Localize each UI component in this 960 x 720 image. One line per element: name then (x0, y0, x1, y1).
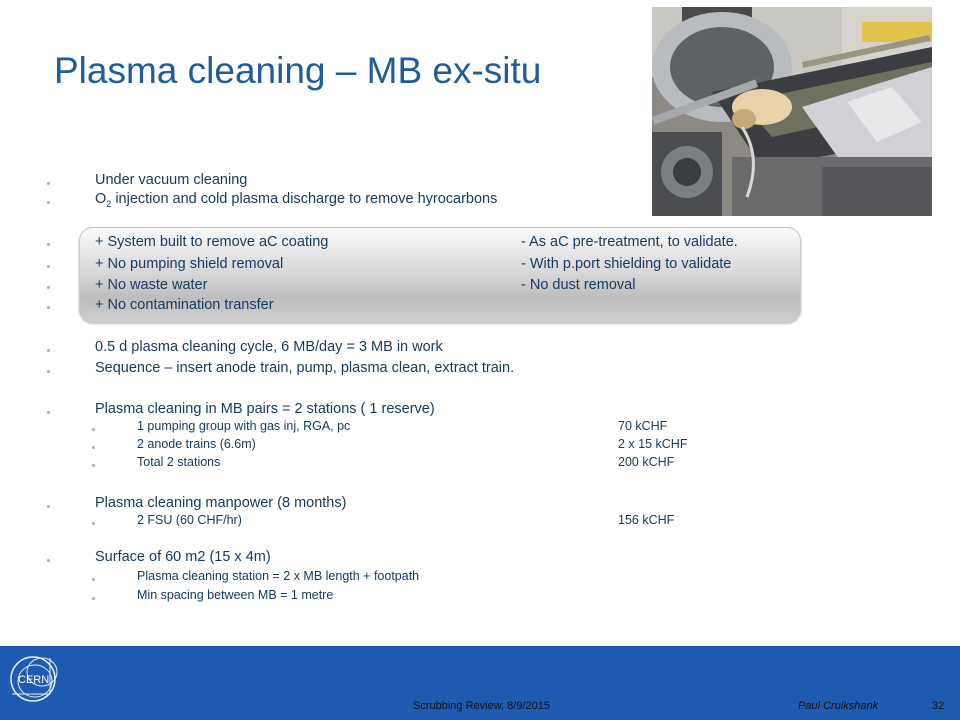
bullet-dot (47, 505, 50, 508)
box-row-left: + System built to remove aC coating (95, 234, 329, 250)
bullet-o2-pre: O (95, 191, 107, 207)
sub-bullet-dot (92, 597, 95, 600)
surface-heading: Surface of 60 m2 (15 x 4m) (95, 549, 271, 565)
bullet-o2-subscript: 2 (106, 198, 112, 209)
box-row-left: + No contamination transfer (95, 297, 274, 313)
bullet-dot (47, 201, 50, 204)
stations-item-label: 1 pumping group with gas inj, RGA, pc (137, 419, 351, 433)
stations-item-cost: 70 kCHF (618, 419, 668, 433)
manpower-item-label: 2 FSU (60 CHF/hr) (137, 513, 242, 527)
sub-bullet-dot (92, 446, 95, 449)
box-row-right: - With p.port shielding to validate (521, 256, 732, 272)
sub-bullet-dot (92, 464, 95, 467)
bullet-dot (47, 306, 50, 309)
manpower-item-cost: 156 kCHF (618, 513, 675, 527)
page-number: 32 (932, 700, 945, 712)
stations-item-label: 2 anode trains (6.6m) (137, 437, 256, 451)
stations-item-cost: 200 kCHF (618, 455, 675, 469)
box-row-left: + No pumping shield removal (95, 256, 284, 272)
stations-heading: Plasma cleaning in MB pairs = 2 stations ( 1 reserve) (95, 401, 435, 417)
box-row-left: + No waste water (95, 277, 208, 293)
bullet-cleaning-cycle: 0.5 d plasma cleaning cycle, 6 MB/day = 3 MB in work (95, 339, 443, 355)
sub-bullet-dot (92, 522, 95, 525)
bullet-dot (47, 265, 50, 268)
bullet-dot (47, 411, 50, 414)
surface-item-label: Plasma cleaning station = 2 x MB length + footpath (137, 569, 420, 583)
bullet-dot (47, 182, 50, 185)
bullet-sequence: Sequence – insert anode train, pump, plasma clean, extract train. (95, 360, 515, 376)
footer-author: Paul Cruikshank (798, 700, 879, 712)
bullet-dot (47, 243, 50, 246)
bullet-vacuum-cleaning: Under vacuum cleaning (95, 172, 248, 188)
manpower-heading: Plasma cleaning manpower (8 months) (95, 495, 347, 511)
box-row-right: - As aC pre-treatment, to validate. (521, 234, 738, 250)
cern-logo-icon (6, 650, 64, 708)
bullet-dot (47, 559, 50, 562)
bullet-dot (47, 286, 50, 289)
stations-item-label: Total 2 stations (137, 455, 221, 469)
stations-item-cost: 2 x 15 kCHF (618, 437, 688, 451)
bullet-dot (47, 370, 50, 373)
slide-title: Plasma cleaning – MB ex-situ (54, 50, 542, 91)
bullet-o2-post: injection and cold plasma discharge to remove hyrocarbons (111, 191, 498, 207)
sub-bullet-dot (92, 578, 95, 581)
plasma-cleaning-photo (652, 7, 932, 216)
sub-bullet-dot (92, 428, 95, 431)
box-row-right: - No dust removal (521, 277, 636, 293)
bullet-dot (47, 349, 50, 352)
bullet-o2-injection (95, 191, 497, 209)
footer-event: Scrubbing Review, 8/9/2015 (413, 700, 550, 712)
svg-text:CERN: CERN (18, 674, 50, 686)
surface-item-label: Min spacing between MB = 1 metre (137, 588, 334, 602)
